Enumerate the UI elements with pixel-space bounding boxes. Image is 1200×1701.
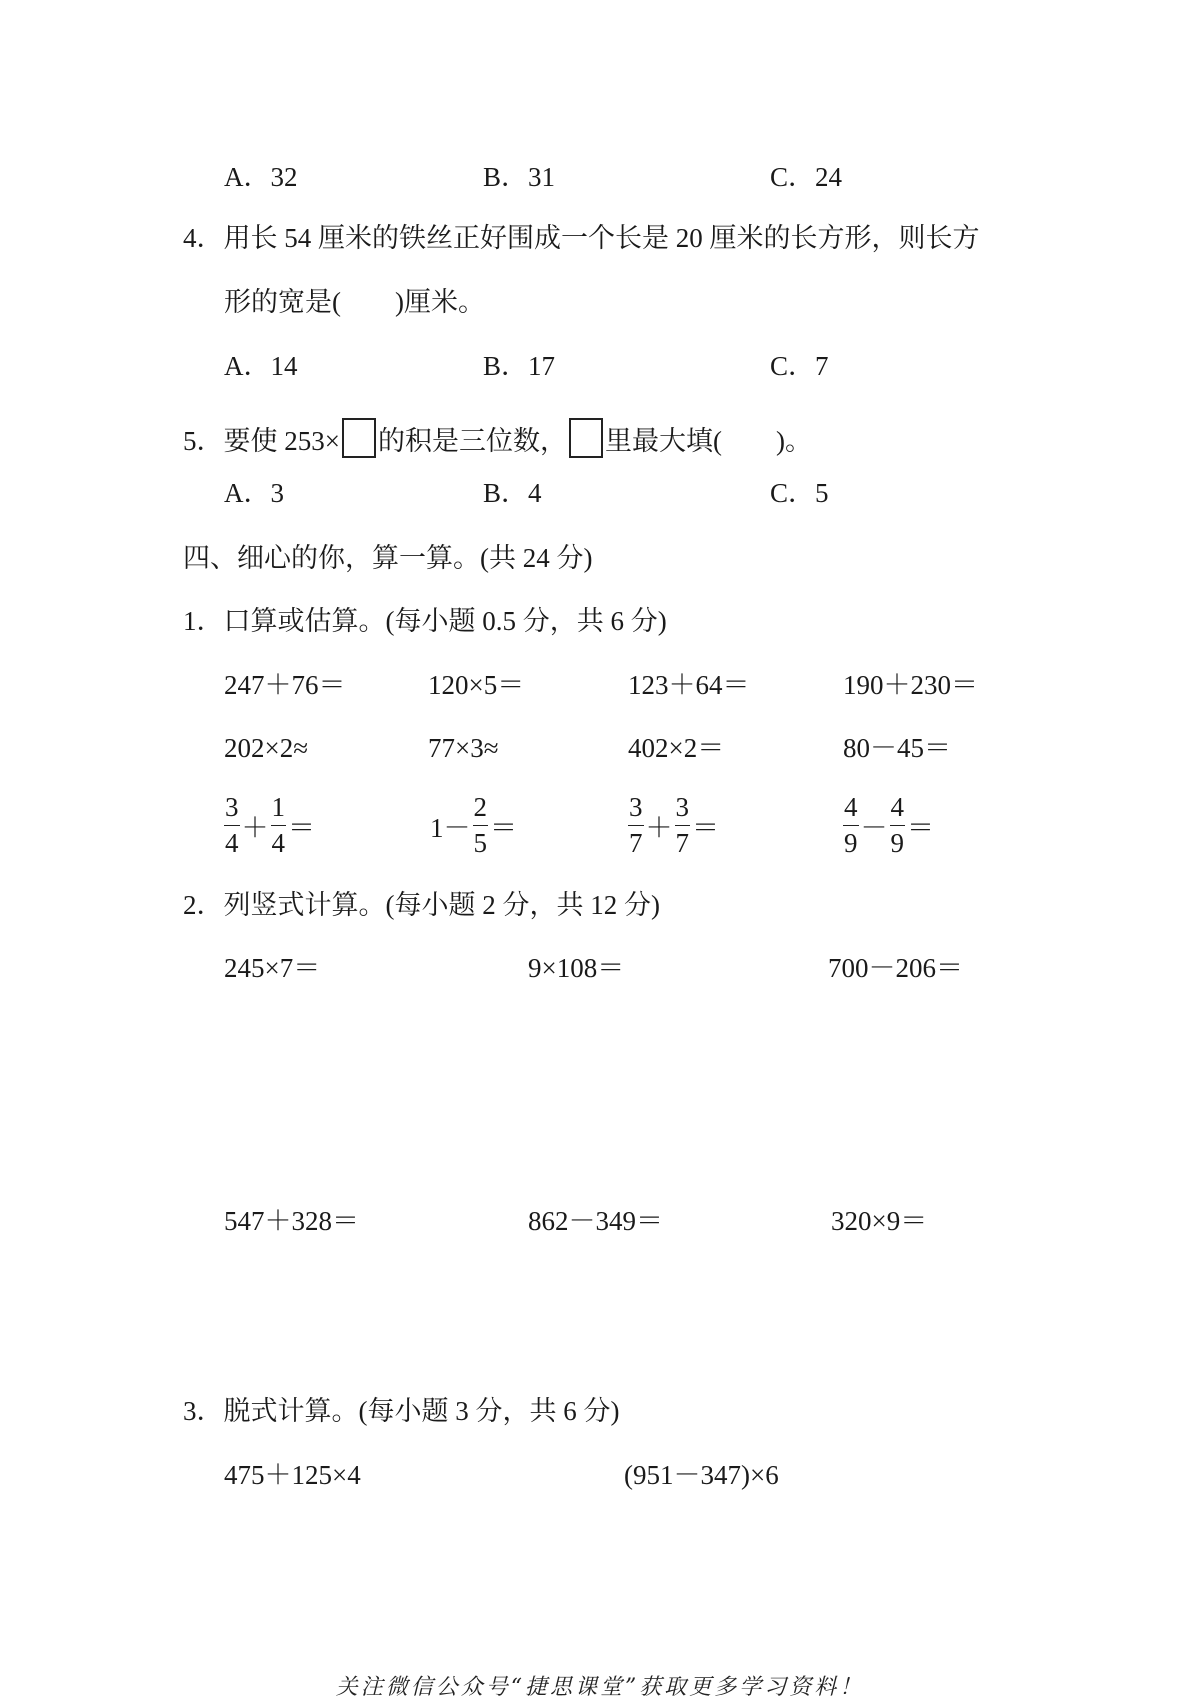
equals: ＝ [692, 813, 719, 843]
q5-option-a: A．3 [224, 478, 284, 508]
numerator: 3 [675, 794, 691, 826]
step-calc-item: 475＋125×4 [224, 1460, 361, 1490]
fraction [224, 794, 240, 857]
q5-text-1: 5．要使 253× [183, 426, 340, 456]
vertical-calc-item: 320×9＝ [831, 1206, 928, 1236]
denominator: 7 [675, 828, 689, 858]
footer-promo-text: 关注微信公众号“捷思课堂”获取更多学习资料！ [335, 1675, 865, 1700]
vertical-calc-item: 700－206＝ [828, 953, 963, 983]
calc-item: 402×2＝ [628, 733, 725, 763]
sub3-title: 3．脱式计算。(每小题 3 分，共 6 分) [183, 1396, 620, 1426]
q5-option-c: C．5 [770, 478, 829, 508]
calc-item: 120×5＝ [428, 670, 525, 700]
denominator: 9 [844, 828, 858, 858]
fraction [675, 794, 691, 857]
denominator: 5 [473, 828, 487, 858]
q3-option-a: A．32 [224, 162, 298, 192]
calc-item: 123＋64＝ [628, 670, 750, 700]
fraction [628, 794, 644, 857]
calc-item: 77×3≈ [428, 733, 499, 763]
fraction [890, 794, 906, 857]
operator: － [860, 813, 888, 843]
denominator: 9 [890, 828, 904, 858]
fraction [843, 794, 859, 857]
denominator: 7 [629, 828, 643, 858]
calc-item: 80－45＝ [843, 733, 951, 763]
q4-option-b: B．17 [483, 351, 556, 381]
numerator: 4 [843, 794, 859, 826]
q4-option-c: C．7 [770, 351, 829, 381]
q4-option-a: A．14 [224, 351, 298, 381]
q3-option-c: C．24 [770, 162, 843, 192]
numerator: 4 [890, 794, 906, 826]
fraction [473, 794, 489, 857]
numerator: 2 [473, 794, 489, 826]
q4-line-1: 4．用长 54 厘米的铁丝正好围成一个长是 20 厘米的长方形，则长方 [183, 223, 980, 253]
vertical-calc-item: 9×108＝ [528, 953, 625, 983]
operator: ＋ [645, 813, 673, 843]
operator: 1－ [430, 813, 471, 843]
sub2-title: 2．列竖式计算。(每小题 2 分，共 12 分) [183, 890, 660, 920]
denominator: 4 [271, 828, 285, 858]
q5-question [183, 418, 812, 458]
calc-item: 202×2≈ [224, 733, 309, 763]
fraction-expression [224, 794, 317, 857]
section-4-title: 四、细心的你，算一算。(共 24 分) [183, 543, 593, 573]
calc-item: 190＋230＝ [843, 670, 978, 700]
step-calc-item: (951－347)×6 [624, 1460, 779, 1490]
fraction-expression [628, 794, 721, 857]
equals: ＝ [907, 813, 934, 843]
blank-box [342, 418, 376, 458]
denominator: 4 [225, 828, 239, 858]
calc-item: 247＋76＝ [224, 670, 346, 700]
numerator: 1 [271, 794, 287, 826]
numerator: 3 [628, 794, 644, 826]
equals: ＝ [490, 813, 517, 843]
numerator: 3 [224, 794, 240, 826]
q5-option-b: B．4 [483, 478, 542, 508]
q5-text-2: 的积是三位数， [377, 426, 567, 456]
q3-option-b: B．31 [483, 162, 556, 192]
q4-line-2: 形的宽是( )厘米。 [224, 287, 485, 317]
blank-box [569, 418, 603, 458]
fraction-expression [428, 794, 519, 857]
q5-text-3: 里最大填( )。 [604, 426, 812, 456]
fraction [271, 794, 287, 857]
equals: ＝ [288, 813, 315, 843]
sub1-title: 1．口算或估算。(每小题 0.5 分，共 6 分) [183, 606, 667, 636]
vertical-calc-item: 862－349＝ [528, 1206, 663, 1236]
vertical-calc-item: 547＋328＝ [224, 1206, 359, 1236]
vertical-calc-item: 245×7＝ [224, 953, 321, 983]
fraction-expression [843, 794, 936, 857]
operator: ＋ [241, 813, 269, 843]
